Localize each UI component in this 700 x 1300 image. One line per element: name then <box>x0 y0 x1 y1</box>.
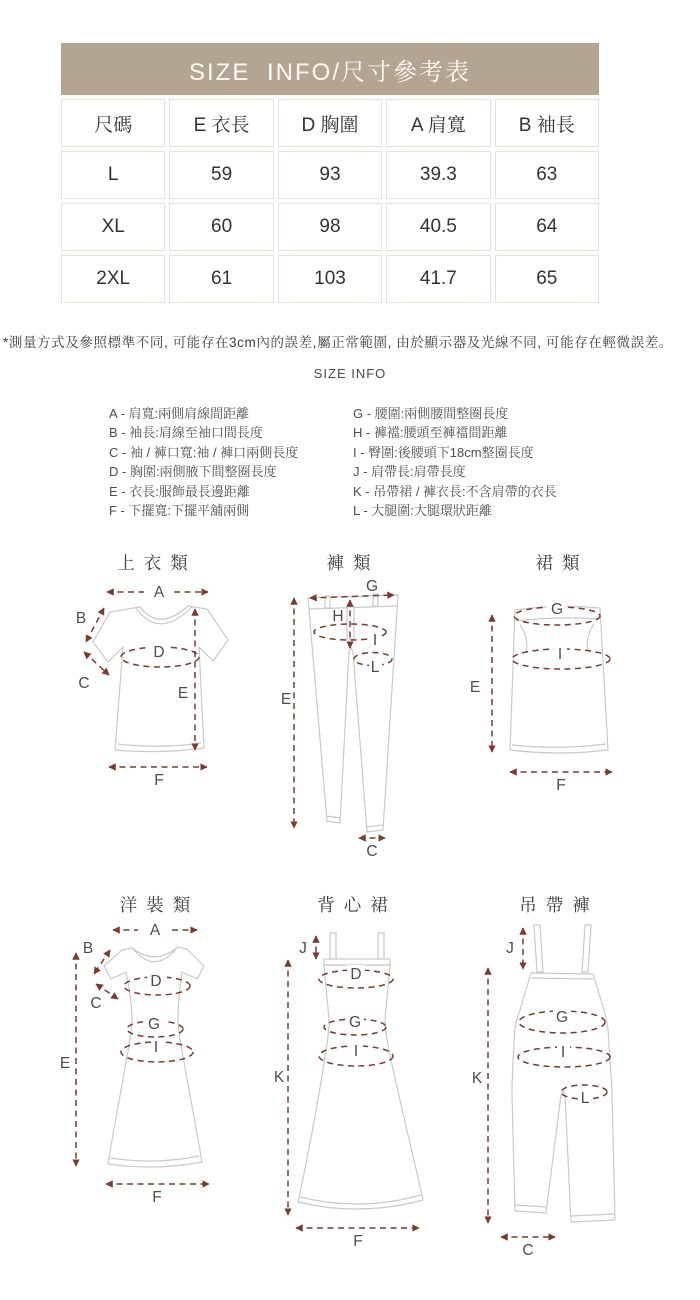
tops-diagram <box>62 580 262 792</box>
overalls-strap <box>534 925 543 972</box>
measure-label-l: L <box>580 1090 590 1107</box>
overalls-diagram <box>452 922 672 1260</box>
measure-label-d: D <box>150 973 162 990</box>
skirt-outline <box>510 606 608 753</box>
dress-strap <box>378 933 384 959</box>
table-cell: XL <box>61 203 165 251</box>
legend-column-left <box>109 404 298 520</box>
table-cell: 64 <box>495 203 599 251</box>
diagram-title-tops: 上衣類 <box>117 553 197 573</box>
table-cell: 40.5 <box>386 203 490 251</box>
measure-label-k: K <box>273 1069 285 1086</box>
measure-label-f: F <box>154 772 164 789</box>
diagram-title-dress: 洋裝類 <box>119 895 200 915</box>
tshirt-outline <box>93 606 228 752</box>
dress-strap <box>330 933 336 959</box>
measure-label-a: A <box>153 584 165 601</box>
legend-item: F - 下擺寬:下擺平舖兩側 <box>109 503 250 519</box>
dress-top-band <box>324 959 390 965</box>
table-cell: 103 <box>278 255 382 303</box>
measure-label-g: G <box>365 578 379 595</box>
table-row <box>61 203 599 251</box>
legend-item: K - 吊帶裙 / 褲衣長:不含肩帶的衣長 <box>353 483 557 499</box>
legend-item: H - 褲襠:腰頭至褲襠間距離 <box>353 425 508 441</box>
measure-label-i: I <box>153 1039 159 1056</box>
measure-label-c: C <box>90 995 102 1012</box>
measure-label-c: C <box>522 1242 534 1259</box>
legend-item: D - 胸圍:兩側腋下間整圈長度 <box>109 464 277 480</box>
measure-label-g: G <box>147 1016 161 1033</box>
col-header-shoulder: A 肩寬 <box>386 99 490 147</box>
pants-diagram <box>280 580 460 860</box>
diagram-title-overalls: 吊帶褲 <box>519 895 599 915</box>
table-cell: 98 <box>278 203 382 251</box>
measure-label-e: E <box>280 691 292 708</box>
legend-item: L - 大腿圍:大腿環狀距離 <box>353 503 492 519</box>
measure-label-b: B <box>75 610 87 627</box>
table-cell: 61 <box>169 255 273 303</box>
measure-label-h: H <box>332 608 344 625</box>
col-header-bust: D 胸圍 <box>278 99 382 147</box>
measure-label-g: G <box>555 1009 569 1026</box>
table-cell: 65 <box>495 255 599 303</box>
col-header-length: E 衣長 <box>169 99 273 147</box>
size-table <box>57 39 603 307</box>
col-header-sleeve: B 袖長 <box>495 99 599 147</box>
measure-label-i: I <box>557 646 563 663</box>
vest-dress-outline <box>298 965 423 1209</box>
table-cell: 41.7 <box>386 255 490 303</box>
legend-column-right <box>353 404 557 520</box>
legend-item: C - 袖 / 褲口寬:袖 / 褲口兩側長度 <box>109 444 299 460</box>
measure-label-d: D <box>350 966 362 983</box>
table-row <box>61 151 599 199</box>
diagram-title-pants: 褲類 <box>326 553 380 573</box>
measure-label-e: E <box>59 1055 71 1072</box>
size-table-title-row <box>61 43 599 95</box>
table-cell: 63 <box>495 151 599 199</box>
measure-label-f: F <box>152 1189 162 1206</box>
diagram-title-vest-dress: 背心裙 <box>317 895 397 915</box>
table-cell: 93 <box>278 151 382 199</box>
measurement-disclaimer: *測量方式及參照標準不同, 可能存在3cm內的誤差,屬正常範圍, 由於顯示器及光線不同, 可能存在輕微誤差。 <box>3 335 673 350</box>
measure-label-k: K <box>471 1070 483 1087</box>
legend-item: J - 肩帶長:肩帶長度 <box>353 464 466 480</box>
size-table-title: SIZE INFO/尺寸參考表 <box>61 43 599 95</box>
measure-label-c: C <box>78 675 90 692</box>
size-table-header-row <box>61 99 599 147</box>
table-cell: 59 <box>169 151 273 199</box>
legend-item: B - 袖長:肩線至袖口間長度 <box>109 425 263 441</box>
measure-label-c: C <box>366 843 378 860</box>
legend-item: G - 腰圍:兩側腰間整圈長度 <box>353 406 509 421</box>
measure-label-b: B <box>82 940 94 957</box>
size-info-heading: SIZE INFO <box>313 366 387 381</box>
table-cell: L <box>61 151 165 199</box>
skirt-diagram <box>462 580 657 794</box>
measure-label-f: F <box>556 777 566 794</box>
measure-label-i: I <box>372 632 378 649</box>
overalls-strap <box>582 925 591 972</box>
measure-label-a: A <box>149 922 161 939</box>
diagram-title-skirt: 裙類 <box>535 553 589 573</box>
dress-diagram <box>52 922 267 1207</box>
measure-label-i: I <box>560 1044 566 1061</box>
table-cell: 2XL <box>61 255 165 303</box>
measure-label-e: E <box>469 679 481 696</box>
legend-item: I - 臀圍:後腰頭下18cm整圈長度 <box>353 444 534 460</box>
legend-item: A - 肩寬:兩側肩線間距離 <box>109 406 250 421</box>
measure-label-g: G <box>550 601 564 618</box>
measure-label-e: E <box>177 685 189 702</box>
table-cell: 39.3 <box>386 151 490 199</box>
measure-label-l: L <box>370 659 380 676</box>
col-header-size: 尺碼 <box>61 99 165 147</box>
measure-label-g: G <box>348 1014 362 1031</box>
vest-dress-diagram <box>272 922 454 1250</box>
measure-label-j: J <box>299 940 307 957</box>
table-row <box>61 255 599 303</box>
measure-label-i: I <box>353 1043 359 1060</box>
measure-label-f: F <box>353 1233 363 1250</box>
table-cell: 60 <box>169 203 273 251</box>
measure-label-d: D <box>153 644 165 661</box>
measure-label-j: J <box>506 940 514 957</box>
legend-item: E - 衣長:服飾最長邊距離 <box>109 483 250 499</box>
